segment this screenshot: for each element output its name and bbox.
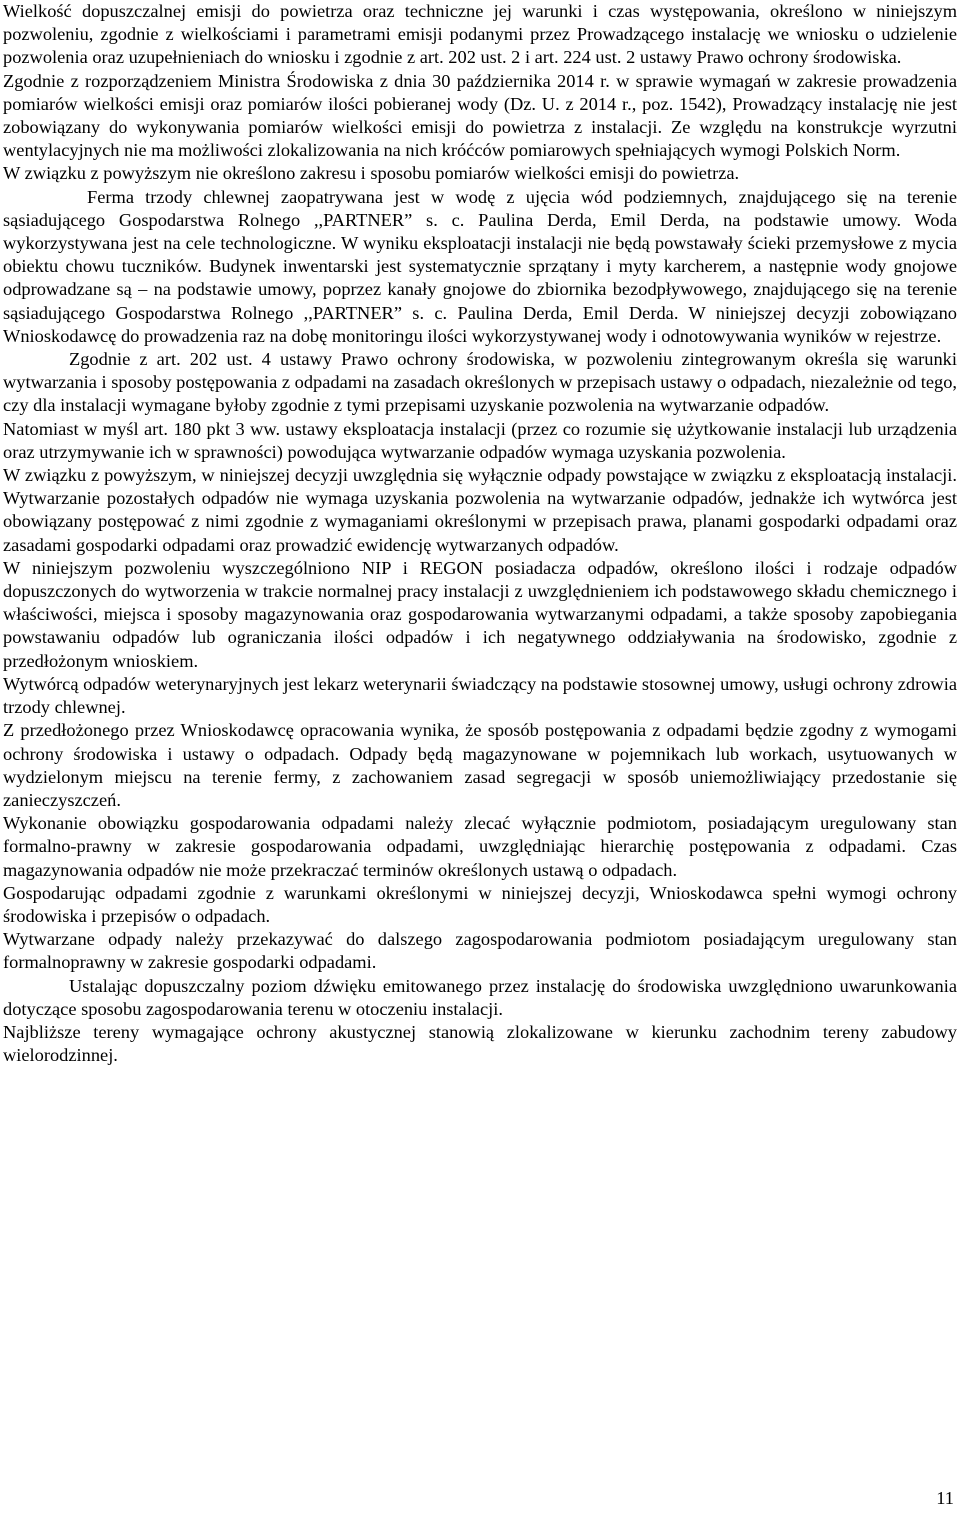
paragraph-waste-storage: Z przedłożonego przez Wnioskodawcę opracowania wynika, że sposób postępowania z odpadami będzie zgodny z wymogami ochrony środowiska i ustawy o odpadach. Odpady będą magazynowane w pojemnikach lub workach, usytuowanych w wydzielonym miejscu na terenie fermy, z zachowaniem zasad segregacji w sposób uniemożliwiający przedostanie się zanieczyszczeń. <box>3 720 957 810</box>
paragraph-noise-level: Ustalając dopuszczalny poziom dźwięku emitowanego przez instalację do środowiska uwzględniono uwarunkowania dotyczące sposobu zagospodarowania terenu w otoczeniu instalacji. <box>3 975 957 1019</box>
paragraph-nip-regon: W niniejszym pozwoleniu wyszczególniono NIP i REGON posiadacza odpadów, określono ilości i rodzaje odpadów dopuszczonych do wytworzenia w trakcie normalnej pracy instalacji z uwzględnieniem ich podstawowego składu chemicznego i właściwości, miejsca i sposoby magazynowania oraz gospodarowania wytwarzanymi odpadami, a także sposoby zapobiegania powstawaniu odpadów lub ograniczania ilości odpadów i ich negatywnego oddziaływania na środowisko, zgodnie z przedłożonym wnioskiem. <box>3 557 957 671</box>
paragraph-water-supply: Ferma trzody chlewnej zaopatrywana jest w wodę z ujęcia wód podziemnych, znajdującego się na terenie sąsiadującego Gospodarstwa Rolnego ,,PARTNER” s. c. Paulina Derda, Emil Derda, na podstawie umowy. Woda wykorzystywana jest na cele technologiczne. W wyniku eksploatacji instalacji nie będą powstawały ścieki przemysłowe z mycia obiektu chowu tuczników. Budynek inwentarski jest systematycznie sprzątany i myty karcherem, a następnie wody gnojowe odprowadzane są – na podstawie umowy, poprzez kanały gnojowe do zbiornika bezodpływowego, znajdującego się na terenie sąsiadującego Gospodarstwa Rolnego ,,PARTNER” s. c. Paulina Derda, Emil Derda. W niniejszej decyzji zobowiązano Wnioskodawcę do prowadzenia raz na dobę monitoringu ilości wykorzystywanej wody i odnotowywania wyników w rejestrze. <box>3 186 957 346</box>
paragraph-waste-contractors: Wykonanie obowiązku gospodarowania odpadami należy zlecać wyłącznie podmiotom, posiadającym uregulowany stan formalno-prawny w zakresie gospodarowania odpadami, uwzględniając hierarchię postępowania z odpadami. Czas magazynowania odpadów nie może przekraczać terminów określonych ustawą o odpadach. <box>3 813 957 880</box>
paragraph-emission-limits: Wielkość dopuszczalnej emisji do powietrza oraz techniczne jej warunki i czas występowania, określono w niniejszym pozwoleniu, zgodnie z wielkościami i parametrami emisji podanymi przez Prowadzącego instalację we wniosku o udzielenie pozwolenia oraz uzupełnieniach do wniosku i zgodnie z art. 202 ust. 2 i art. 224 ust. 2 ustawy Prawo ochrony środowiska. <box>3 1 957 68</box>
paragraph-acoustic-protection: Najbliższe tereny wymagające ochrony akustycznej stanowią zlokalizowane w kierunku zachodnim tereny zabudowy wielorodzinnej. <box>3 1021 957 1066</box>
paragraph-compliance: Gospodarując odpadami zgodnie z warunkami określonymi w niniejszej decyzji, Wnioskodawca spełni wymogi ochrony środowiska i przepisów o odpadach. <box>3 882 957 926</box>
document-page <box>3 0 957 1067</box>
paragraph-waste-scope: W związku z powyższym, w niniejszej decyzji uwzględnia się wyłącznie odpady powstające w związku z eksploatacją instalacji. Wytwarzanie pozostałych odpadów nie wymaga uzyskania pozwolenia na wytwarzanie odpadów, jednakże ich wytwórca jest obowiązany postępować z nimi zgodnie z wymaganiami określonymi w przepisach prawa, planami gospodarki odpadami oraz zasadami gospodarki odpadami oraz prowadzić ewidencję wytwarzanych odpadów. <box>3 465 957 555</box>
paragraph-veterinary-waste: Wytwórcą odpadów weterynaryjnych jest lekarz weterynarii świadczący na podstawie stosownej umowy, usługi ochrony zdrowia trzody chlewnej. <box>3 673 957 718</box>
paragraph-waste-conditions: Zgodnie z art. 202 ust. 4 ustawy Prawo ochrony środowiska, w pozwoleniu zintegrowanym określa się warunki wytwarzania i sposoby postępowania z odpadami na zasadach określonych w przepisach ustawy o odpadach, niezależnie od tego, czy dla instalacji wymagane byłoby zgodnie z tymi przepisami uzyskanie pozwolenia na wytwarzanie odpadów. <box>3 349 957 416</box>
paragraph-no-measurement-scope: W związku z powyższym nie określono zakresu i sposobu pomiarów wielkości emisji do powietrza. <box>3 163 740 184</box>
page-number: 11 <box>936 1488 954 1508</box>
paragraph-art-180: Natomiast w myśl art. 180 pkt 3 ww. ustawy eksploatacja instalacji (przez co rozumie się użytkowanie instalacji lub urządzenia oraz utrzymywanie ich w sprawności) powodująca wytwarzanie odpadów wymaga uzyskania pozwolenia. <box>3 418 957 462</box>
paragraph-measurement-regulation: Zgodnie z rozporządzeniem Ministra Środowiska z dnia 30 października 2014 r. w sprawie wymagań w zakresie prowadzenia pomiarów wielkości emisji oraz pomiarów ilości pobieranej wody (Dz. U. z 2014 r., poz. 1542), Prowadzący instalację nie jest zobowiązany do wykonywania pomiarów wielkości emisji do powietrza z instalacji. Ze względu na konstrukcje wyrzutni wentylacyjnych nie ma możliwości zlokalizowania na nich króćców pomiarowych spełniających wymogi Polskich Norm. <box>3 70 957 161</box>
paragraph-waste-transfer: Wytwarzane odpady należy przekazywać do dalszego zagospodarowania podmiotom posiadającym uregulowany stan formalnoprawny w zakresie gospodarki odpadami. <box>3 929 957 973</box>
